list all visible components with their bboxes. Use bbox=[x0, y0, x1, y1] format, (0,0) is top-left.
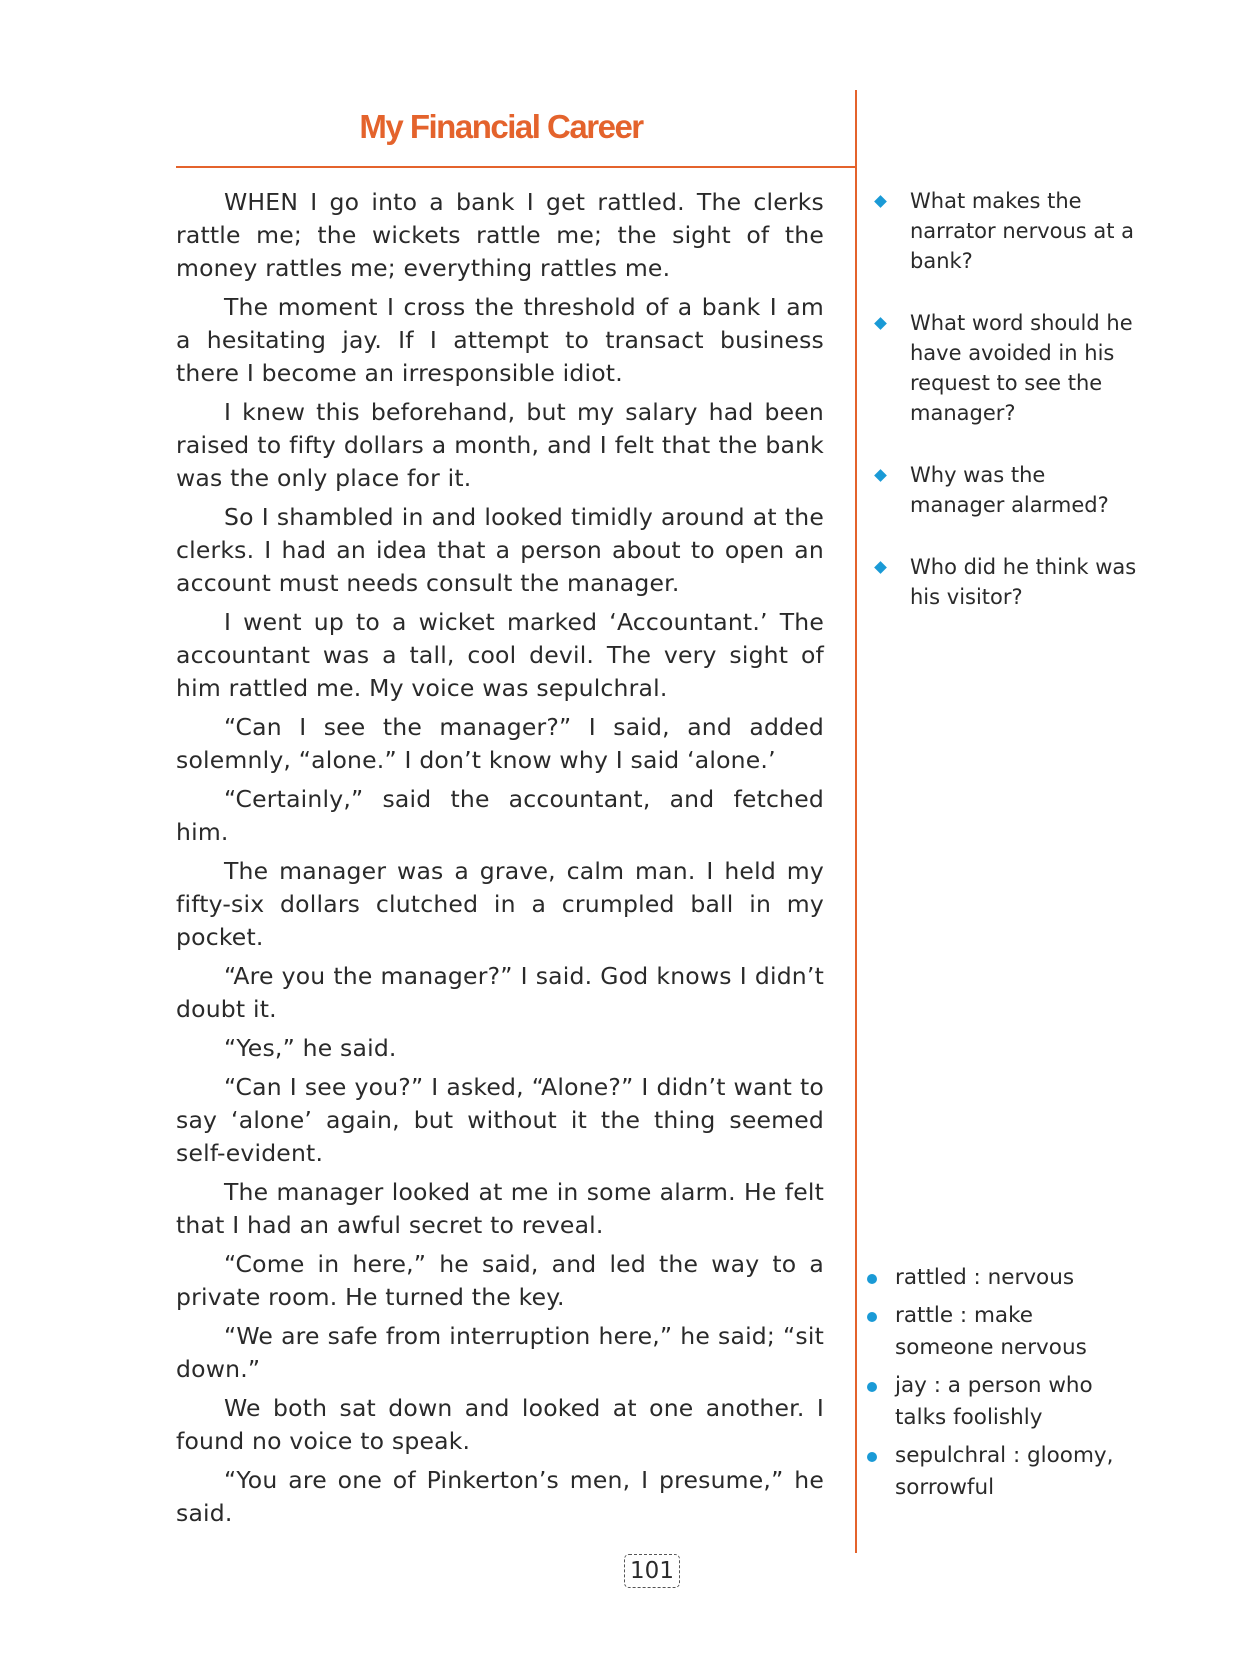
glossary-text: rattled : nervous bbox=[895, 1265, 1075, 1290]
glossary-item bbox=[862, 1370, 1137, 1434]
story-paragraph: “Are you the manager?” I said. God knows I didn’t doubt it. bbox=[176, 962, 824, 1023]
glossary-text: jay : a person who talks foolishly bbox=[895, 1373, 1093, 1430]
story-paragraph: The manager looked at me in some alarm. He felt that I had an awful secret to reveal. bbox=[176, 1178, 824, 1239]
page-title: My Financial Career bbox=[359, 108, 643, 145]
question-item bbox=[872, 460, 1137, 520]
glossary-item bbox=[862, 1262, 1137, 1294]
glossary-text: sepulchral : gloomy, sorrowful bbox=[895, 1443, 1114, 1500]
story-paragraph: “Can I see you?” I asked, “Alone?” I didn’t want to say ‘alone’ again, but without it the thing seemed self-evident. bbox=[176, 1073, 824, 1167]
story-paragraph: “Certainly,” said the accountant, and fetched him. bbox=[176, 785, 824, 846]
question-item bbox=[872, 308, 1137, 428]
question-text: What word should he have avoided in his request to see the manager? bbox=[910, 311, 1133, 425]
page-number: 101 bbox=[624, 1554, 680, 1588]
question-text: Why was the manager alarmed? bbox=[910, 463, 1109, 517]
glossary-item bbox=[862, 1440, 1137, 1504]
story-paragraph: “You are one of Pinkerton’s men, I presume,” he said. bbox=[176, 1466, 824, 1527]
story-paragraph: So I shambled in and looked timidly around at the clerks. I had an idea that a person about to open an account must needs consult the manager. bbox=[176, 503, 824, 597]
dot-bullet-icon bbox=[867, 1274, 877, 1284]
question-item bbox=[872, 552, 1137, 612]
story-paragraph: I knew this beforehand, but my salary had been raised to fifty dollars a month, and I felt that the bank was the only place for it. bbox=[176, 398, 824, 492]
story-paragraph: “Can I see the manager?” I said, and added solemnly, “alone.” I don’t know why I said ‘alone.’ bbox=[176, 713, 824, 774]
glossary-text: rattle : make someone nervous bbox=[895, 1303, 1087, 1360]
comprehension-questions bbox=[872, 186, 1137, 644]
dot-bullet-icon bbox=[867, 1382, 877, 1392]
story-paragraph: “Yes,” he said. bbox=[224, 1034, 397, 1062]
title-divider bbox=[176, 166, 856, 168]
diamond-bullet-icon bbox=[874, 561, 887, 574]
story-paragraph: We both sat down and looked at one another. I found no voice to speak. bbox=[176, 1394, 824, 1455]
story-paragraph: The moment I cross the threshold of a bank I am a hesitating jay. If I attempt to transact business there I become an irresponsible idiot. bbox=[176, 293, 824, 387]
story-paragraph: I went up to a wicket marked ‘Accountant.’ The accountant was a tall, cool devil. The very sight of him rattled me. My voice was sepulchral. bbox=[176, 608, 824, 702]
question-text: What makes the narrator nervous at a bank? bbox=[910, 189, 1135, 273]
question-text: Who did he think was his visitor? bbox=[910, 555, 1137, 609]
dot-bullet-icon bbox=[867, 1452, 877, 1462]
dot-bullet-icon bbox=[867, 1312, 877, 1322]
story-paragraph: The manager was a grave, calm man. I held my fifty-six dollars clutched in a crumpled ball in my pocket. bbox=[176, 857, 824, 951]
glossary-item bbox=[862, 1300, 1137, 1364]
diamond-bullet-icon bbox=[874, 469, 887, 482]
story-paragraph: “We are safe from interruption here,” he said; “sit down.” bbox=[176, 1322, 824, 1383]
diamond-bullet-icon bbox=[874, 195, 887, 208]
diamond-bullet-icon bbox=[874, 317, 887, 330]
story-paragraph: WHEN I go into a bank I get rattled. The clerks rattle me; the wickets rattle me; the sight of the money rattles me; everything rattles me. bbox=[176, 188, 824, 282]
question-item bbox=[872, 186, 1137, 276]
story-text bbox=[176, 186, 824, 1536]
story-paragraph: “Come in here,” he said, and led the way to a private room. He turned the key. bbox=[176, 1250, 824, 1311]
glossary bbox=[862, 1262, 1137, 1510]
margin-divider bbox=[855, 90, 857, 1553]
